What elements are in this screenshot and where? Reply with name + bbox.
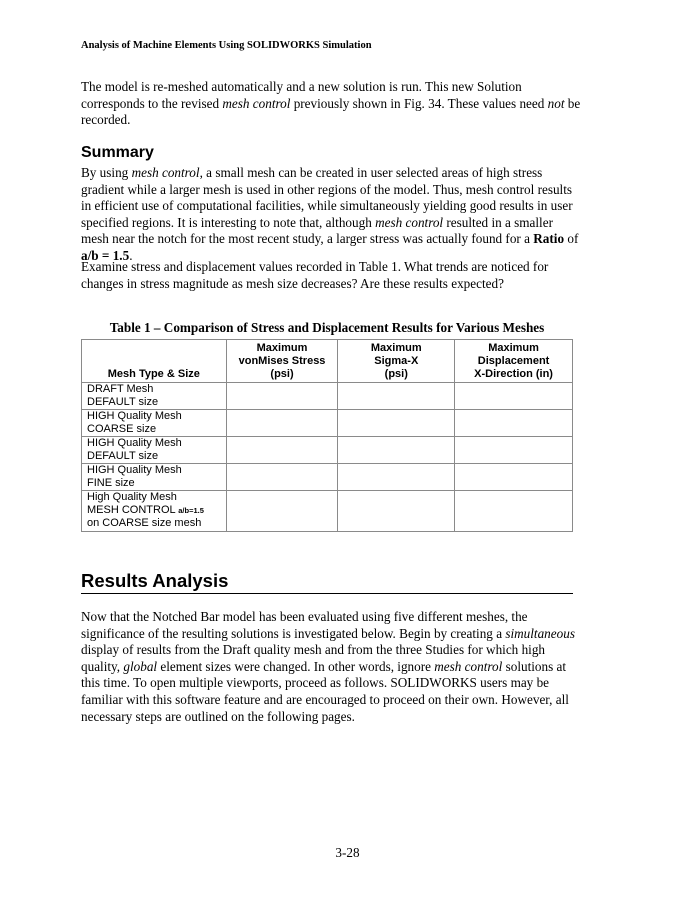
- table-row: [82, 491, 573, 532]
- mesh-label-l3: on COARSE size mesh: [87, 517, 202, 529]
- header-vonmises-l2: vonMises Stress: [238, 355, 326, 367]
- results-emphasis-global: global: [123, 658, 158, 674]
- displacement-cell: [455, 491, 573, 532]
- header-sigma-x: [338, 340, 455, 383]
- page-number: 3-28: [335, 845, 360, 860]
- summary-text-5: .: [129, 247, 133, 263]
- vonmises-cell: [226, 437, 338, 464]
- mesh-label-l1: HIGH Quality Mesh: [87, 410, 182, 422]
- sigma-x-cell: [338, 491, 455, 532]
- displacement-cell: [455, 464, 573, 491]
- header-displacement-l3: X-Direction (in): [474, 368, 553, 380]
- summary-strong-ratio: Ratio: [533, 231, 565, 247]
- vonmises-cell: [226, 491, 338, 532]
- mesh-label-l2: FINE size: [87, 477, 135, 489]
- sigma-x-cell: [338, 464, 455, 491]
- mesh-label-cell: [82, 383, 227, 410]
- results-emphasis-mesh-control: mesh control: [434, 658, 503, 674]
- header-vonmises: [226, 340, 338, 383]
- results-paragraph: [81, 609, 581, 725]
- mesh-label-l2: DEFAULT size: [87, 450, 159, 462]
- header-mesh-type-text: Mesh Type & Size: [107, 368, 200, 380]
- summary-text-4: of: [564, 231, 579, 247]
- vonmises-cell: [226, 464, 338, 491]
- header-vonmises-l1: Maximum: [256, 342, 308, 354]
- summary-paragraph: [81, 165, 581, 265]
- header-sigma-x-l3: (psi): [384, 368, 408, 380]
- running-header: Analysis of Machine Elements Using SOLIDWORKS Simulation: [81, 40, 372, 51]
- table-row: [82, 383, 573, 410]
- mesh-label-cell: [82, 491, 227, 532]
- summary-strong-ab: a/b = 1.5: [81, 247, 130, 263]
- mesh-label-cell: [82, 464, 227, 491]
- mesh-label-l2: DEFAULT size: [87, 396, 159, 408]
- results-text-1: Now that the Notched Bar model has been evaluated using five different meshes, the significance of the resulting solutions is investigated below. Begin by creating a: [81, 609, 528, 641]
- summary-text-1: By using: [81, 165, 132, 180]
- header-sigma-x-l1: Maximum: [370, 342, 422, 354]
- header-displacement: [455, 340, 573, 383]
- mesh-label-l1: High Quality Mesh: [87, 491, 177, 503]
- mesh-label-cell: [82, 410, 227, 437]
- intro-emphasis-not: not: [547, 95, 565, 111]
- results-text-2: display of results from the Draft quality mesh and from the three Studies for which high quality,: [81, 642, 546, 674]
- mesh-label-l1: DRAFT Mesh: [87, 383, 154, 395]
- summary-emphasis-2: mesh control: [375, 214, 444, 230]
- examine-paragraph: Examine stress and displacement values recorded in Table 1. What trends are noticed for changes in stress magnitude as mesh size decreases? Are these results expected?: [81, 259, 549, 291]
- sigma-x-cell: [338, 437, 455, 464]
- vonmises-cell: [226, 410, 338, 437]
- table-row: [82, 437, 573, 464]
- displacement-cell: [455, 437, 573, 464]
- intro-text-1: The model is re-meshed automatically and a new solution is run. This new Solution corresponds to the revised: [81, 79, 522, 111]
- summary-emphasis-1: mesh control: [131, 165, 200, 180]
- table-header-row: [82, 340, 573, 383]
- header-mesh-type: [82, 340, 227, 383]
- results-analysis-heading: Results Analysis: [81, 570, 573, 594]
- results-text-3: element sizes were changed. In other words, ignore: [157, 658, 435, 674]
- sigma-x-cell: [338, 383, 455, 410]
- table-caption: Table 1 – Comparison of Stress and Displacement Results for Various Meshes: [109, 320, 545, 335]
- vonmises-cell: [226, 383, 338, 410]
- header-displacement-l1: Maximum: [488, 342, 539, 354]
- intro-paragraph: [81, 79, 581, 129]
- displacement-cell: [455, 383, 573, 410]
- table-row: [82, 464, 573, 491]
- results-emphasis-simultaneous: simultaneous: [505, 625, 575, 641]
- header-vonmises-l3: (psi): [270, 368, 294, 380]
- mesh-label-cell: [82, 437, 227, 464]
- intro-text-3: be recorded.: [81, 95, 581, 128]
- summary-heading: Summary: [81, 144, 154, 161]
- mesh-ratio-label: a/b=1.5: [178, 506, 204, 515]
- intro-emphasis-mesh-control: mesh control: [222, 95, 291, 111]
- summary-text-3: resulted in a smaller mesh near the notch for the most recent study, a larger stress was actually found for a: [81, 214, 553, 247]
- header-displacement-l2: Displacement: [477, 355, 550, 367]
- header-sigma-x-l2: Sigma-X: [374, 355, 419, 367]
- mesh-label-l1: HIGH Quality Mesh: [87, 437, 182, 449]
- summary-text-2: , a small mesh can be created in user selected areas of high stress gradient while a larger mesh is used in other regions of the model. Thus, mesh control results in efficient use of computational facilities, while simultaneously yielding good results in user specified regions. It is interesting to note that, although: [81, 165, 573, 230]
- table-row: [82, 410, 573, 437]
- mesh-label-l2: COARSE size: [87, 423, 157, 435]
- mesh-label-l2: MESH CONTROL: [87, 504, 179, 516]
- mesh-label-l1: HIGH Quality Mesh: [87, 464, 182, 476]
- displacement-cell: [455, 410, 573, 437]
- results-text-4: solutions at this time. To open multiple viewports, proceed as follows. SOLIDWORKS users may be familiar with this software feature and are encouraged to proceed on their own. However, all necessary steps are outlined on the following pages.: [81, 658, 569, 724]
- results-table: [81, 339, 573, 532]
- sigma-x-cell: [338, 410, 455, 437]
- intro-text-2: previously shown in Fig. 34. These values need: [290, 95, 548, 111]
